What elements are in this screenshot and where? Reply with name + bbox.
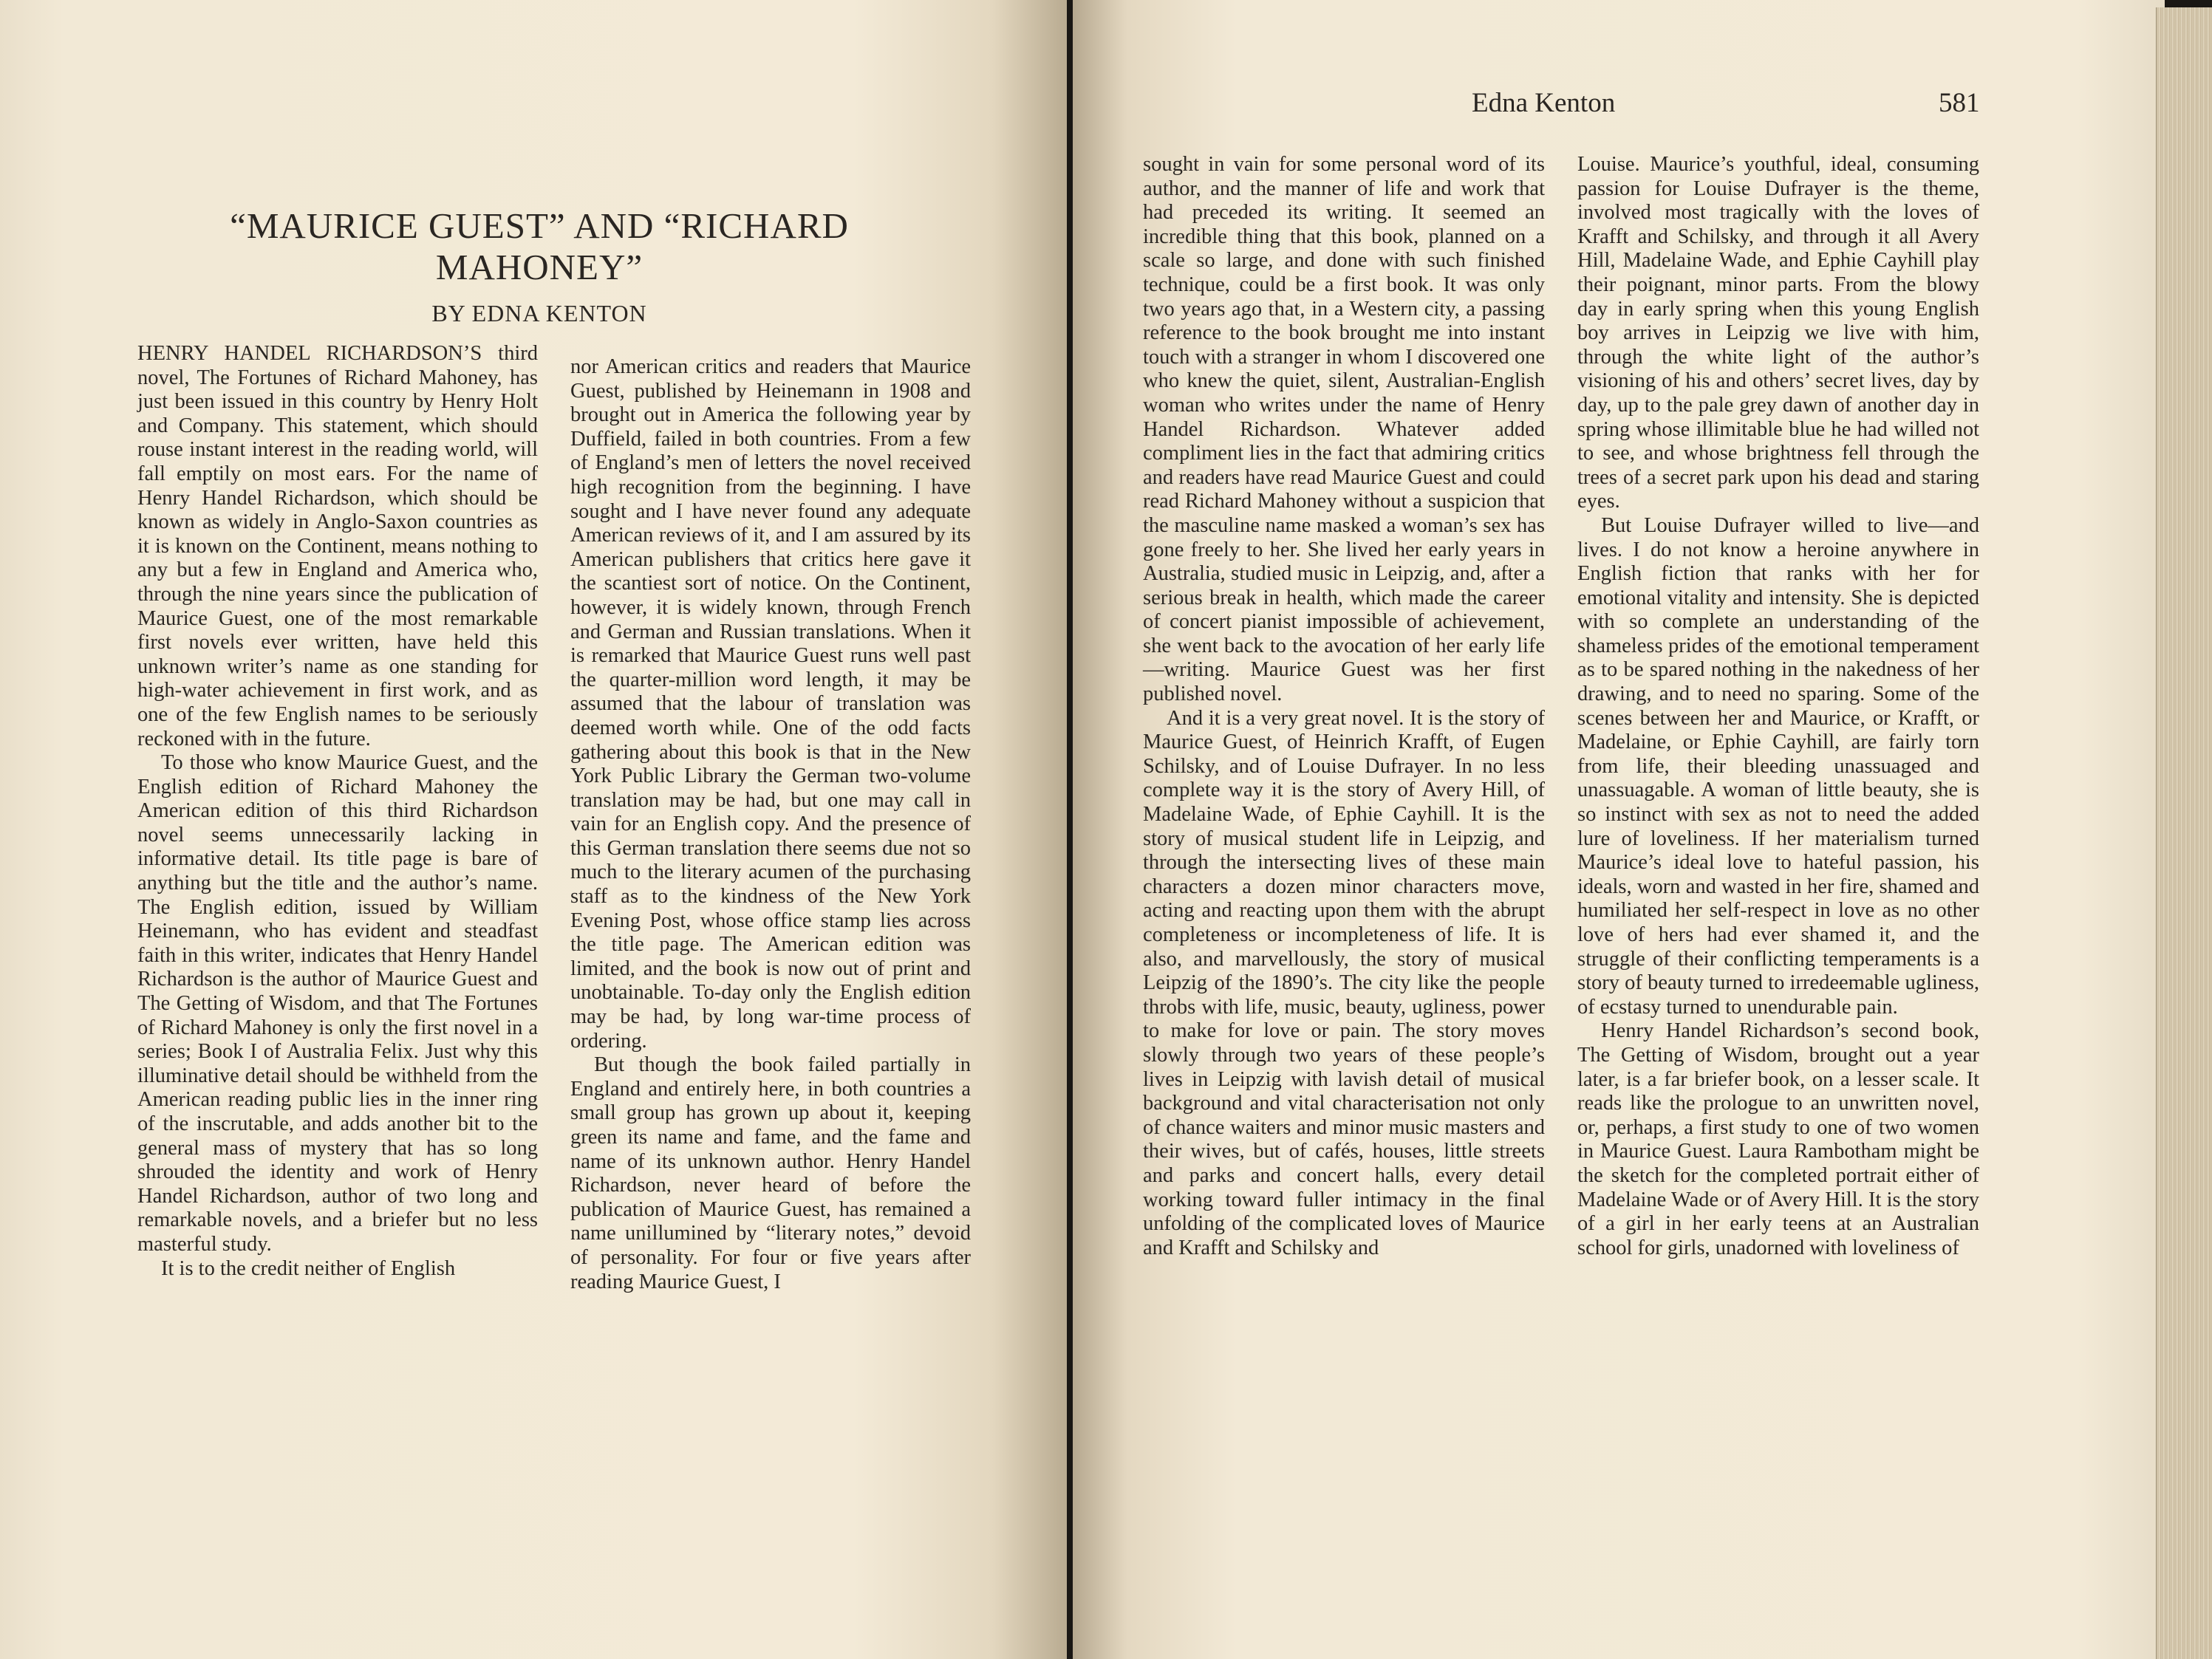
page-edges [2156,7,2212,1659]
page-number: 581 [1939,88,1980,118]
paragraph: Henry Handel Richardson’s second book, The Getting of Wisdom, brought out a year later, is a far briefer book, on a lesser scale. It reads like the prologue to an unwritten novel, or, perhaps, a first study to one of two women in Maurice Guest. Laura Rambotham might be the sketch for the completed portrait either of Madelaine Wade or of Avery Hill. It is the story of a girl in her early teens at an Australian school for girls, unadorned with loveliness of [1577,1019,1979,1259]
left-column-1 [137,342,538,1281]
right-column-1 [1143,153,1545,1260]
paragraph: sought in vain for some personal word of its author, and the manner of life and work that had preceded its writing. It seemed an incredible thing that this book, planned on a scale so large, and done with such finished technique, could be a first book. It was only two years ago that, in a Western city, a passing reference to the book brought me into instant touch with a stranger in whom I discovered one who knew the quiet, silent, Australian-English woman who writes under the name of Henry Handel Richardson. Whatever added compliment lies in the fact that admiring critics and readers have read Maurice Guest and could read Richard Mahoney without a suspicion that the masculine name masked a woman’s sex has gone freely to her. She lived her early years in Australia, studied music in Leipzig, and, after a serious break in health, which made the career of concert pianist impossible of achievement, she went back to the avocation of her early life—writing. Maurice Guest was her first published novel. [1143,153,1545,706]
paragraph: But though the book failed partially in England and entirely here, in both countries a small group has grown up about it, keeping green its name and fame, and the fame and name of its unknown author. Henry Handel Richardson, never heard of before the publication of Maurice Guest, has remained a name unillumined by “literary notes,” devoid of personality. For four or five years after reading Maurice Guest, I [570,1053,971,1293]
byline: BY EDNA KENTON [431,300,647,326]
article-title: “MAURICE GUEST” AND “RICHARD MAHONEY” [230,205,849,287]
right-page [1073,0,2165,1659]
paragraph: nor American critics and readers that Maurice Guest, published by Heinemann in 1908 and brought out in America the following year by Duffield, failed in both countries. From a few of England’s men of letters the novel received high recognition from the beginning. I have sought and I have never found any adequate American reviews of it, and I am assured by its American publishers that critics here gave it the scantiest sort of notice. On the Continent, however, it is widely known, through French and German and Russian translations. When it is remarked that Maurice Guest runs well past the quarter-million word length, it may be assumed that the labour of translation was deemed worth while. One of the odd facts gathering about this book is that in the New York Public Library the German two-volume translation may be had, but one may call in vain for an English copy. And the presence of this German translation there seems due not so much to the literary acumen of the purchasing staff as to the kindness of the New York Evening Post, whose office stamp lies across the title page. The American edition was limited, and the book is now out of print and unobtainable. To-day only the English edition may be had, by long war-time process of ordering. [570,355,971,1053]
running-head: Edna Kenton [1472,88,1616,118]
paragraph: Louise. Maurice’s youthful, ideal, consuming passion for Louise Dufrayer is the theme, involved most tragically with the loves of Krafft and Schilsky, and through it all Avery Hill, Madelaine Wade, and Ephie Cayhill play their poignant, minor parts. From the blowy day in early spring when this young English boy arrives in Leipzig we live with him, through the white light of the author’s visioning of his and others’ secret lives, day by day, up to the pale grey dawn of another day in spring whose illimitable blue he had willed not to see, and whose brightness fell through the trees of a secret park upon his dead and staring eyes. [1577,153,1979,513]
paragraph: HENRY HANDEL RICHARDSON’S third novel, The Fortunes of Richard Mahoney, has just been issued in this country by Henry Holt and Company. This statement, which should rouse instant interest in the reading world, will fall emptily on most ears. For the name of Henry Handel Richardson, which should be known as widely in Anglo-Saxon countries as it is known on the Continent, means nothing to any but a few in England and America who, through the nine years since the publication of Maurice Guest, one of the most remarkable first novels ever written, have held this unknown writer’s name as one standing for high-water achievement in first work, and as one of the few English names to be seriously reckoned with in the future. [137,342,538,750]
paragraph: And it is a very great novel. It is the story of Maurice Guest, of Heinrich Krafft, of Eugen Schilsky, and of Louise Dufrayer. In no less complete way it is the story of Avery Hill, of Madelaine Wade, of Ephie Cayhill. It is the story of musical student life in Leipzig, and through the intersecting lives of these main characters a dozen minor characters move, acting and reacting upon them with the abrupt completeness or incompleteness of life. It is also, and marvellously, the story of musical Leipzig of the 1890’s. The city like the people throbs with life, music, beauty, ugliness, power to make for love or pain. The story moves slowly through two years of these people’s lives in Leipzig with lavish detail of musical background and vital characterisation not only of chance waiters and minor music masters and their wives, but of cafés, houses, little streets and parks and concert halls, every detail working toward fuller intimacy in the final unfolding of the complicated loves of Maurice and Krafft and Schilsky and [1143,706,1545,1259]
paragraph: But Louise Dufrayer willed to live—and lives. I do not know a heroine anywhere in English fiction that ranks with her for emotional vitality and intensity. She is depicted with so complete an understanding of the shameless prides of the emotional temperament as to be spared nothing in the nakedness of her drawing, and to need no sparing. Some of the scenes between her and Maurice, or Krafft, or Madelaine, or Ephie Cayhill, are fairly torn from life, their bleeding unassuaged and unassuagable. A woman of little beauty, she is so instinct with sex as not to need the added lure of loveliness. If her materialism turned Maurice’s ideal love to hateful passion, his ideals, worn and wasted in her fire, shamed and humiliated her self-respect in love as no other love of hers had ever shamed it, and the struggle of their conflicting temperaments is a story of beauty turned to irredeemable ugliness, of ecstasy turned to unendurable pain. [1577,513,1979,1019]
paragraph: It is to the credit neither of English [161,1256,456,1280]
left-column-2 [570,355,971,1294]
paragraph: To those who know Maurice Guest, and the English edition of Richard Mahoney the American edition of this third Richardson novel seems unnecessarily lacking in informative detail. Its title page is bare of anything but the title and the author’s name. The English edition, issued by William Heinemann, who has evident and steadfast faith in this writer, indicates that Henry Handel Richardson is the author of Maurice Guest and The Getting of Wisdom, and that The Fortunes of Richard Mahoney is only the first novel in a series; Book I of Australia Felix. Just why this illuminative detail should be withheld from the American reading public lies in the inner ring of the inscrutable, and adds another bit to the general mass of mystery that has so long shrouded the identity and work of Henry Handel Richardson, author of two long and remarkable novels, and a briefer but no less masterful study. [137,751,538,1256]
right-column-2 [1577,153,1979,1260]
left-page [0,0,1067,1659]
